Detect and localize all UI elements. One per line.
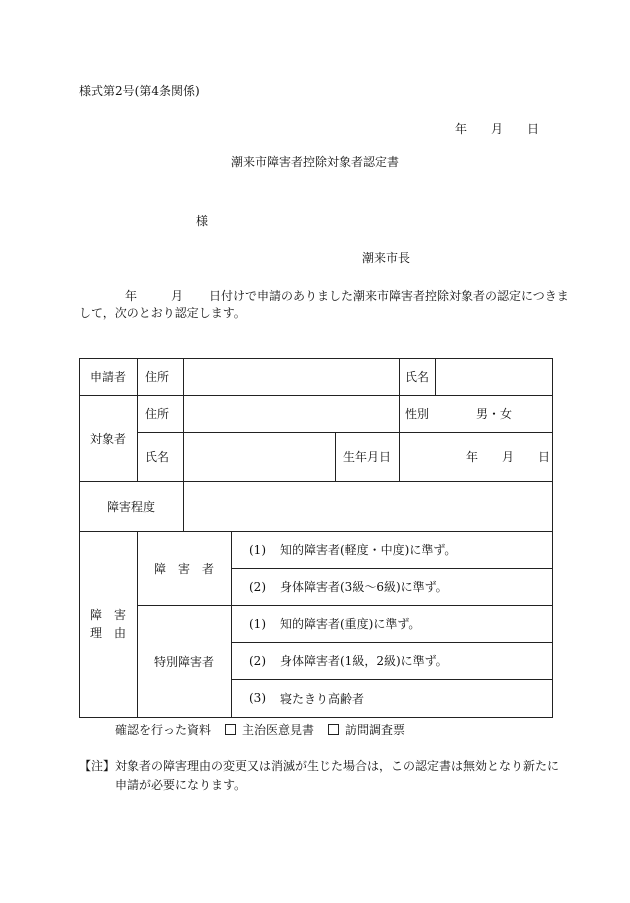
disabled-item-2-text: 身体障害者(3級～6級)に準ず。 [280,580,448,594]
applicant-name-label: 氏名 [404,370,429,384]
disabled-item-1 [231,531,553,568]
subject-name-field [184,433,334,481]
applicant-name-field [436,359,552,395]
special-item-1 [231,605,553,642]
confirm-option-2: 訪問調査票 [345,723,406,737]
reason-label [79,531,137,717]
special-item-3 [231,679,553,717]
special-item-2-num: (2) [249,653,266,668]
checkbox-icon[interactable] [328,724,339,735]
date-month: 月 [491,122,504,136]
note-text-1: 対象者の障害理由の変更又は消滅が生じた場合は，この認定書は無効となり新たに [115,759,560,773]
form-number: 様式第2号(第4条関係) [79,84,200,98]
degree-field [184,482,552,531]
applicant-address-label: 住所 [145,370,170,384]
note-line-2: 申請が必要になります。 [115,778,247,792]
confirm-label: 確認を行った資料 [115,723,212,737]
addressee-suffix: 様 [196,214,209,228]
certification-table [79,358,553,718]
date-day: 日 [527,122,540,136]
confirm-line [115,721,405,738]
document-title: 潮来市障害者控除対象者認定書 [231,155,400,169]
date-line [455,120,539,137]
birth-month: 月 [502,450,515,464]
disabled-item-1-text: 知的障害者(軽度・中度)に準ず。 [280,543,457,557]
body-year: 年 [125,289,138,303]
body-line-2: して，次のとおり認定します。 [79,306,246,320]
applicant-address-field [184,359,398,395]
disabled-item-2 [231,568,553,605]
degree-label: 障害程度 [106,499,155,514]
disabled-item-2-num: (2) [249,579,266,594]
subject-address-field [184,396,398,432]
special-item-3-text: 寝たきり高齢者 [280,691,365,706]
date-year: 年 [455,122,468,136]
birthdate-value [400,432,552,481]
body-line-1-rest: 日付けで申請のありました潮来市障害者控除対象者の認定につきま [209,289,569,303]
special-disabled-label: 特別障害者 [153,654,214,669]
checkbox-icon[interactable] [225,724,236,735]
subject-address-label: 住所 [145,407,170,421]
body-month: 月 [171,289,184,303]
body-line-1 [125,287,569,304]
confirm-option-1: 主治医意見書 [242,723,315,737]
issuer: 潮来市長 [362,251,411,265]
sex-label: 性別 [404,407,429,421]
sex-value: 男・女 [475,407,512,421]
note-line-1 [79,757,559,774]
birthdate-label: 生年月日 [342,450,391,464]
special-item-2-text: 身体障害者(1級，2級)に準ず。 [280,654,448,668]
disabled-item-1-num: (1) [249,542,266,557]
subject-label: 対象者 [89,431,126,446]
reason-label-line-2: 理 由 [89,626,126,640]
reason-label-line-1: 障 害 [89,608,126,622]
special-item-1-num: (1) [249,616,266,631]
birth-year: 年 [466,450,479,464]
subject-name-label: 氏名 [145,450,170,464]
special-item-1-text: 知的障害者(重度)に準ず。 [280,617,421,631]
note-tag: 【注】 [79,759,116,773]
special-item-3-num: (3) [249,691,266,705]
birth-day: 日 [538,450,551,464]
special-item-2 [231,642,553,679]
disabled-label: 障 害 者 [153,561,214,576]
applicant-label: 申請者 [89,370,126,384]
